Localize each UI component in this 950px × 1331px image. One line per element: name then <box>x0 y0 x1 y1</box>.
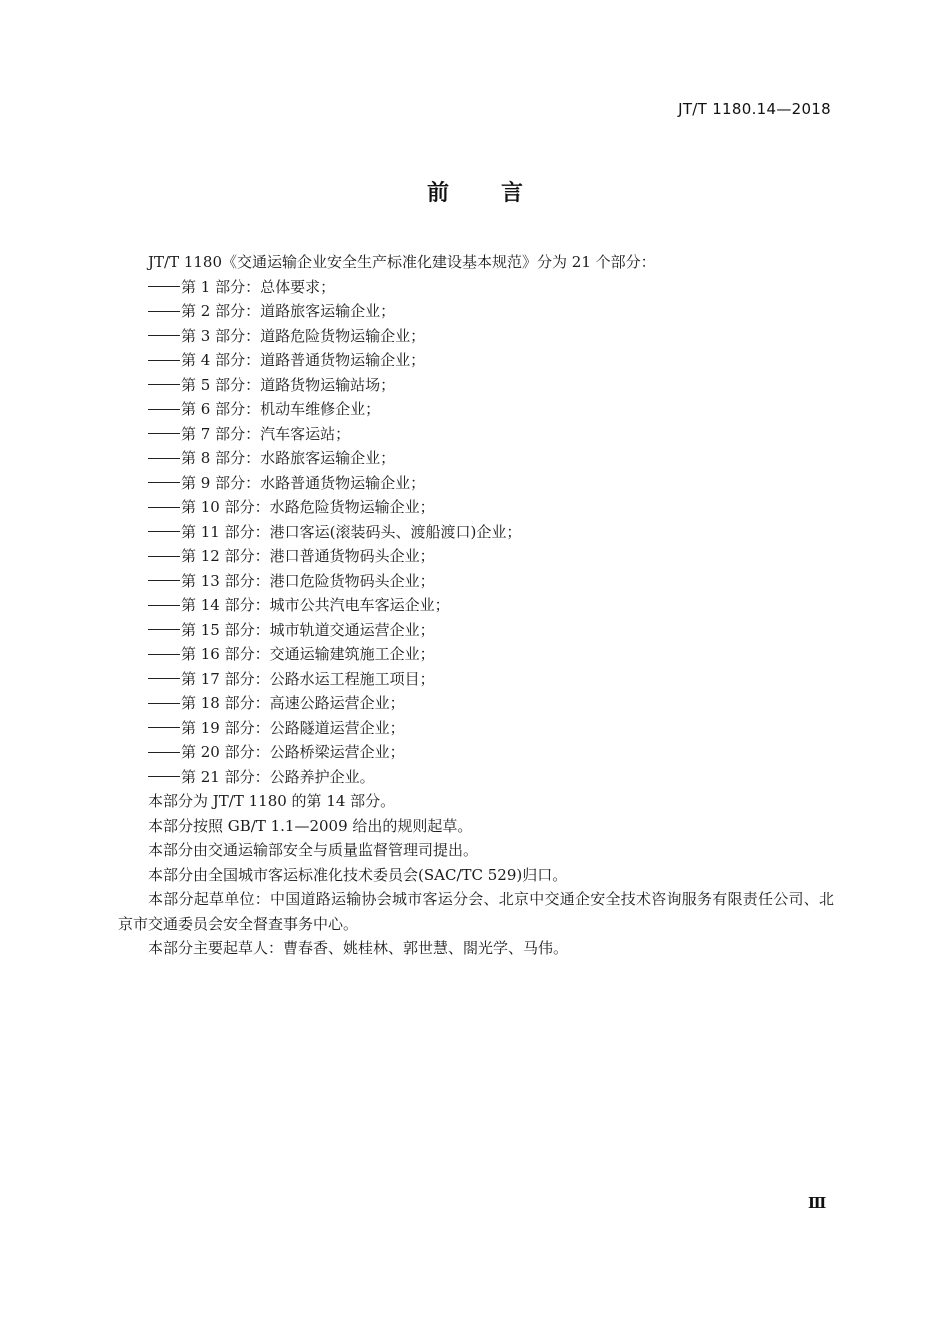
list-item: 第 19 部分：公路隧道运营企业； <box>118 716 834 741</box>
document-id-header: JT/T 1180.14—2018 <box>678 100 831 118</box>
drafting-rules-statement: 本部分按照 GB/T 1.1—2009 给出的规则起草。 <box>148 816 473 835</box>
dash-marker <box>148 335 180 336</box>
list-item: 第 15 部分：城市轨道交通运营企业； <box>118 618 834 643</box>
dash-marker <box>148 727 180 728</box>
list-item: 第 3 部分：道路危险货物运输企业； <box>118 324 834 349</box>
dash-marker <box>148 580 180 581</box>
document-body <box>118 250 834 961</box>
page-title <box>0 176 950 207</box>
dash-marker <box>148 654 180 655</box>
parts-list <box>118 275 834 790</box>
list-item: 第 4 部分：道路普通货物运输企业； <box>118 348 834 373</box>
proposed-by-statement: 本部分由交通运输部安全与质量监督管理司提出。 <box>148 841 479 859</box>
drafting-units-statement: 本部分起草单位：中国道路运输协会城市客运分会、北京中交通企安全技术咨询服务有限责任公司、北京市交通委员会安全督查事务中心。 <box>118 890 834 933</box>
list-item: 第 16 部分：交通运输建筑施工企业； <box>118 642 834 667</box>
dash-marker <box>148 409 180 410</box>
part-of-statement: 本部分为 JT/T 1180 的第 14 部分。 <box>148 792 396 810</box>
dash-marker <box>148 507 180 508</box>
title-char-1: 前 <box>426 181 449 206</box>
dash-marker <box>148 384 180 385</box>
dash-marker <box>148 531 180 532</box>
dash-marker <box>148 752 180 753</box>
dash-marker <box>148 360 180 361</box>
list-item: 第 7 部分：汽车客运站； <box>118 422 834 447</box>
list-item: 第 11 部分：港口客运(滚装码头、渡船渡口)企业； <box>118 520 834 545</box>
list-item: 第 2 部分：道路旅客运输企业； <box>118 299 834 324</box>
dash-marker <box>148 629 180 630</box>
list-item: 第 10 部分：水路危险货物运输企业； <box>118 495 834 520</box>
drafters-statement: 本部分主要起草人：曹春香、姚桂林、郭世慧、閤光学、马伟。 <box>148 939 569 957</box>
dash-marker <box>148 703 180 704</box>
list-item: 第 6 部分：机动车维修企业； <box>118 397 834 422</box>
intro-paragraph: JT/T 1180《交通运输企业安全生产标准化建设基本规范》分为 21 个部分： <box>148 253 656 271</box>
list-item: 第 20 部分：公路桥梁运营企业； <box>118 740 834 765</box>
list-item: 第 21 部分：公路养护企业。 <box>118 765 834 790</box>
list-item: 第 17 部分：公路水运工程施工项目； <box>118 667 834 692</box>
list-item: 第 14 部分：城市公共汽电车客运企业； <box>118 593 834 618</box>
list-item: 第 9 部分：水路普通货物运输企业； <box>118 471 834 496</box>
list-item: 第 12 部分：港口普通货物码头企业； <box>118 544 834 569</box>
list-item: 第 13 部分：港口危险货物码头企业； <box>118 569 834 594</box>
dash-marker <box>148 482 180 483</box>
dash-marker <box>148 286 180 287</box>
title-char-2: 言 <box>501 181 524 206</box>
dash-marker <box>148 433 180 434</box>
list-item: 第 5 部分：道路货物运输站场； <box>118 373 834 398</box>
dash-marker <box>148 605 180 606</box>
list-item: 第 1 部分：总体要求； <box>118 275 834 300</box>
dash-marker <box>148 311 180 312</box>
page-number: Ⅲ <box>808 1194 826 1212</box>
dash-marker <box>148 678 180 679</box>
list-item: 第 18 部分：高速公路运营企业； <box>118 691 834 716</box>
list-item: 第 8 部分：水路旅客运输企业； <box>118 446 834 471</box>
centralized-by-statement: 本部分由全国城市客运标准化技术委员会(SAC/TC 529)归口。 <box>148 865 568 884</box>
dash-marker <box>148 776 180 777</box>
dash-marker <box>148 556 180 557</box>
dash-marker <box>148 458 180 459</box>
